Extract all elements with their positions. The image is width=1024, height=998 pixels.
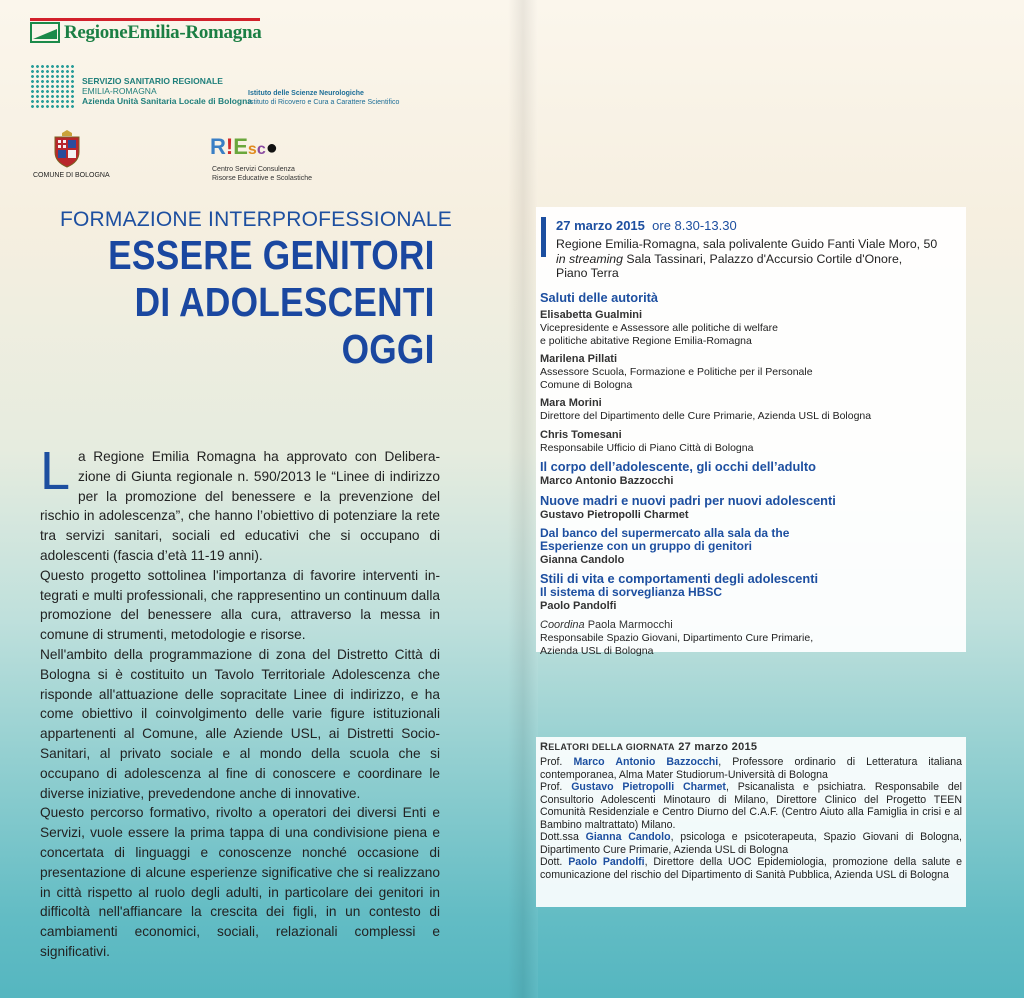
event-date-day: 27 marzo 2015 [556, 218, 645, 233]
talk-item [540, 572, 960, 613]
coordinator-role: Responsabile Spazio Giovani, Dipartimento Cure Primarie, [540, 632, 814, 644]
venue-line2-text: Sala Tassinari, Palazzo d'Accursio Cortile d'Onore, [622, 251, 903, 266]
speaker-prefix: Prof. [540, 781, 572, 793]
speaker-prefix: Dott.ssa [540, 831, 586, 843]
authority-item [540, 396, 960, 423]
program-accent-bar [541, 217, 546, 257]
speakers-title-date: 27 marzo 2015 [678, 741, 758, 753]
venue-line2 [556, 252, 937, 267]
talk-title: Stili di vita e comportamenti degli adolescenti [540, 571, 819, 586]
region-logo-icon [30, 22, 60, 43]
speaker-bio: , psicologa e psicoterapeuta, Spazio Giovani di Bologna, Dipartimento Cure Primarie, Azienda USL di Bologna [540, 831, 962, 856]
speaker-bio: , Psicanalista e psichiatra. Responsabile del Consultorio Adolescenti Minotauro di Milano, Direttore Clinico del Progetto TEEN Comunità Residenziale e Centro Diurno del C.A.F. (Centro Aiuto alla Famiglia in crisi e al Bambino maltrattato) Milano. [540, 781, 962, 831]
riesco-logo: R!Esc● [210, 134, 278, 159]
authority-role: Vicepresidente e Assessore alle politiche di welfare [540, 322, 778, 334]
talk-speaker: Paolo Pandolfi [540, 600, 617, 612]
title-line3: OGGI [341, 326, 435, 372]
talk-subtitle: Esperienze con un gruppo di genitori [540, 539, 753, 553]
talk-speaker: Gustavo Pietropolli Charmet [540, 509, 689, 521]
paragraph-1-text: a Regione Emilia Romagna ha approvato con Deliberazione di Giunta regionale n. 590/2013 le “Linee di indirizzo per la promozione del benessere e la prevenzione del rischio in adolescenza”, che hanno l’obiettivo di potenziare la rete tra servizi sanitari, sociali ed educativi che si occupano di adolescenti (fascia d’età 11-19 anni). [40, 449, 440, 563]
coordinator-role: Azienda USL di Bologna [540, 644, 654, 657]
saluti-heading: Saluti delle autorità [540, 290, 659, 305]
speaker-prefix: Dott. [540, 856, 569, 868]
speakers-text [540, 756, 962, 881]
ssr-line3: Azienda Unità Sanitaria Locale di Bologna [82, 96, 253, 106]
agenda [540, 290, 960, 662]
authority-name: Marilena Pillati [540, 353, 618, 365]
speakers-title [540, 741, 757, 753]
authority-item [540, 308, 960, 347]
drop-cap: L [40, 441, 71, 501]
talk-speaker: Gianna Candolo [540, 554, 625, 566]
title-line1: ESSERE GENITORI [108, 232, 435, 278]
coordinator-label: Coordina [540, 619, 585, 631]
riesco-caption-line1: Centro Servizi Consulenza [212, 166, 295, 173]
venue-line1: Regione Emilia-Romagna, sala polivalente Guido Fanti Viale Moro, 50 [556, 237, 938, 251]
talk-subtitle: Il sistema di sorveglianza HBSC [540, 585, 723, 599]
talk-title: Il corpo dell’adolescente, gli occhi dell’adulto [540, 459, 816, 474]
isn-line2: Istituto di Ricovero e Cura a Carattere Scientifico [248, 99, 400, 106]
title-line2: DI ADOLESCENTI [134, 279, 435, 325]
talk-item [540, 493, 960, 522]
event-date [556, 218, 737, 233]
page-fold [508, 0, 538, 998]
authority-name: Chris Tomesani [540, 428, 622, 441]
authority-role: Comune di Bologna [540, 378, 633, 391]
riesco-caption-line2: Risorse Educative e Scolastiche [212, 175, 312, 182]
speaker-bio: , Direttore della UOC Epidemiologia, promozione della salute e comunicazione del rischio del Dipartimento di Sanità Pubblica, Azienda USL di Bologna [540, 856, 962, 881]
authority-name: Elisabetta Gualmini [540, 309, 643, 321]
ssr-dots-icon [30, 64, 74, 110]
paragraph-1 [40, 441, 440, 566]
authority-role: e politiche abitative Regione Emilia-Romagna [540, 334, 752, 347]
coordinator-name: Paola Marmocchi [587, 619, 673, 631]
subtitle: FORMAZIONE INTERPROFESSIONALE [60, 208, 453, 231]
paragraph-3: Nell'ambito della programmazione di zona del Distretto Città di Bologna si è costituito un Tavolo Territoriale Adolescenza che risponde all'attuazione delle sopracitate Linee di indirizzo, e ha come obiettivo il coinvolgimento delle varie figure istituzionali appartenenti al Comune, alle Aziende USL, ai Distretti Socio-Sanitari, al privato sociale e al mondo della scuola che si occupano di adolescenza al fine di conoscere e coordinare le diverse iniziative, prevedendone anche di innovative. [40, 646, 440, 801]
authority-item [540, 352, 960, 391]
speakers-title-rest: ELATORI DELLA GIORNATA [548, 742, 675, 752]
talk-item [540, 527, 960, 567]
speakers-title-initial: R [540, 741, 549, 753]
coordinator-line [540, 618, 960, 632]
talk-item [540, 459, 960, 488]
speaker-prefix: Prof. [540, 756, 574, 768]
authority-role: Direttore del Dipartimento delle Cure Primarie, Azienda USL di Bologna [540, 410, 872, 422]
speaker-name: Paolo Pandolfi [568, 856, 645, 868]
talk-title: Dal banco del supermercato alla sala da the [540, 526, 790, 540]
event-venue [556, 237, 937, 281]
ssr-logo-text [82, 76, 252, 106]
intro-text [40, 441, 440, 962]
authority-name: Mara Morini [540, 397, 602, 409]
venue-streaming: in streaming [556, 251, 623, 266]
isn-logo-text [248, 89, 399, 107]
authority-role: Assessore Scuola, Formazione e Politiche per il Personale [540, 366, 813, 378]
speaker-name: Marco Antonio Bazzocchi [573, 756, 719, 768]
bologna-label: COMUNE DI BOLOGNA [33, 172, 110, 179]
ssr-line1: SERVIZIO SANITARIO REGIONALE [82, 76, 223, 86]
page-title [108, 232, 435, 373]
authority-item [540, 428, 960, 455]
isn-line1: Istituto delle Scienze Neurologiche [248, 90, 364, 97]
region-logo-text: RegioneEmilia-Romagna [64, 22, 262, 43]
coordinator-item [540, 618, 960, 657]
paragraph-4: Questo percorso formativo, rivolto a operatori dei diversi Enti e Servizi, vuole essere la prima tappa di una condivisione piena e concertata di linguaggi e conoscenze nonché occasione di presentazione di alcune esperienze significative che si realizzano in città rispetto al ruolo degli adulti, in particolare dei genitori in difficoltà nell'affiancare la crescita dei figli, in un contesto di cambiamenti economici, sociali, relazionali complessi e significativi. [40, 805, 440, 959]
event-time: ore 8.30-13.30 [652, 218, 737, 233]
authority-role: Responsabile Ufficio di Piano Città di Bologna [540, 441, 754, 454]
riesco-caption [212, 165, 312, 183]
bologna-crest-icon [52, 130, 82, 168]
talk-speaker: Marco Antonio Bazzocchi [540, 475, 674, 487]
speaker-bio: , Professore ordinario di Letteratura italiana contemporanea, Alma Mater Studiorum-Università di Bologna [540, 756, 962, 781]
region-logo-bar [30, 18, 260, 21]
paragraph-2: Questo progetto sottolinea l'importanza di favorire interventi integrati e multi professionali, che rappresentino un continuum dalla promozione del benessere alla cura, attraverso la messa in comune di strumenti, metodologie e risorse. [40, 567, 440, 643]
talk-title: Nuove madri e nuovi padri per nuovi adolescenti [540, 493, 836, 508]
speaker-name: Gustavo Pietropolli Charmet [571, 781, 726, 793]
venue-line3: Piano Terra [556, 266, 619, 280]
speaker-name: Gianna Candolo [585, 831, 671, 843]
ssr-line2: EMILIA-ROMAGNA [82, 86, 157, 96]
